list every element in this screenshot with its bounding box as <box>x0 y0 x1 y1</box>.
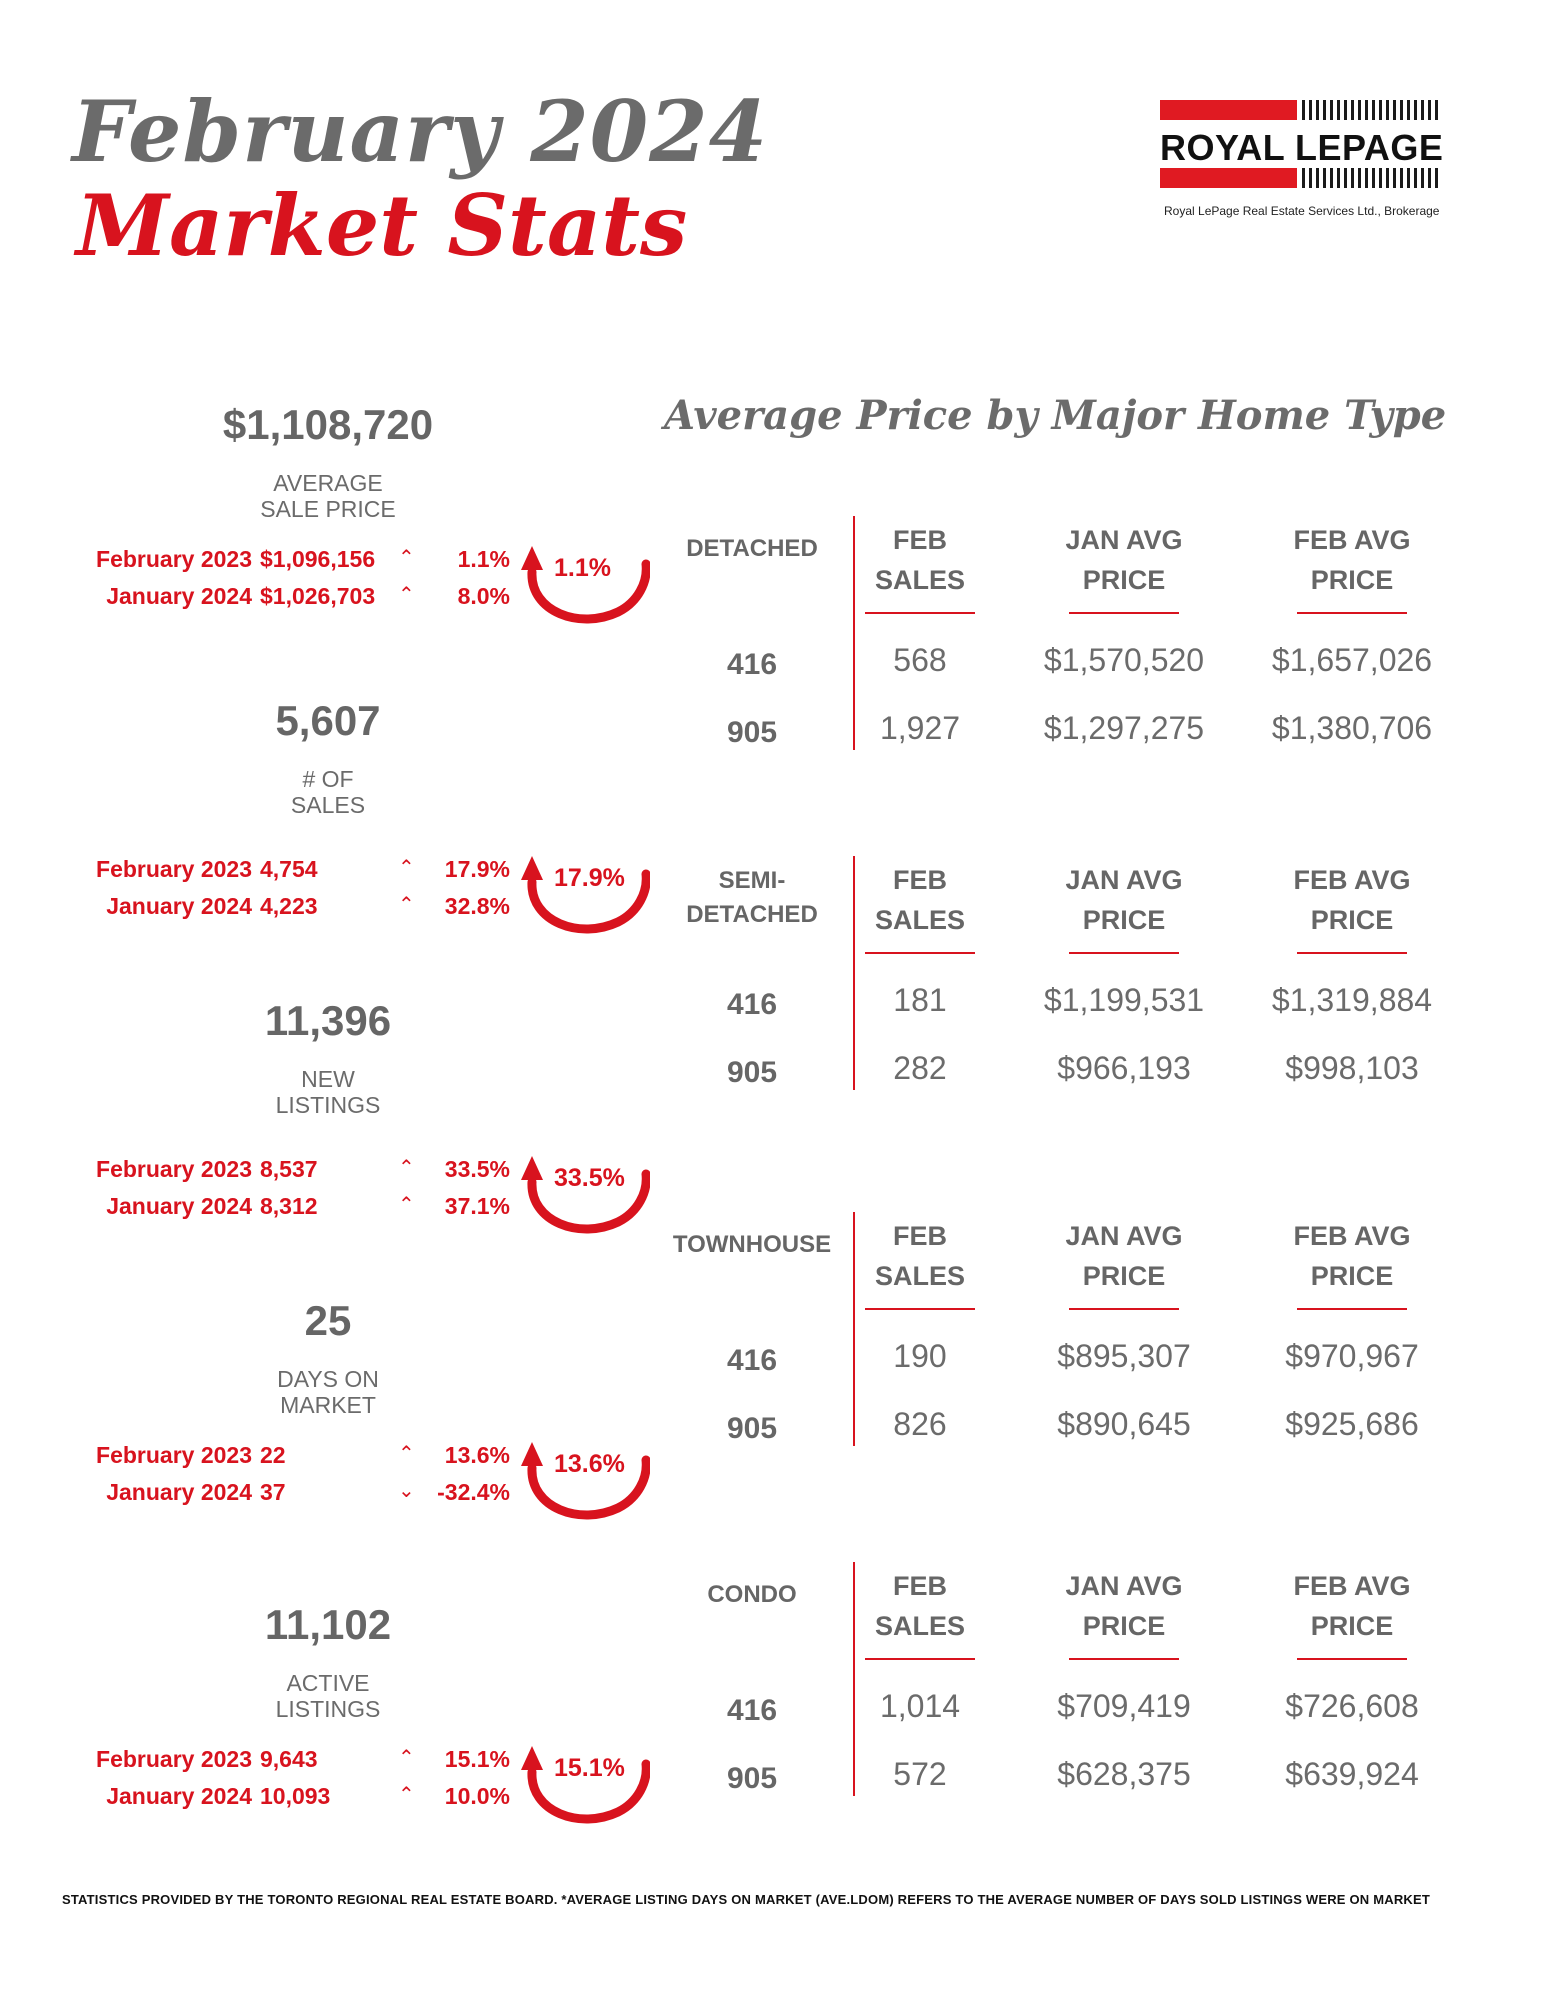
logo-red-band-top <box>1160 100 1297 120</box>
jan-avg-price-cell: $628,375 <box>1057 1756 1191 1792</box>
jan-avg-price-cell: $1,297,275 <box>1043 710 1205 746</box>
column-header: SALES <box>874 1611 966 1641</box>
comparison-row <box>64 1158 514 1188</box>
feb-avg-price-cell: $925,686 <box>1285 1406 1419 1442</box>
chevron-up-icon: ⌃ <box>398 857 415 879</box>
header-underline <box>1069 612 1179 614</box>
comparison-label: January 2024 <box>106 1193 252 1219</box>
feb-avg-price-cell: $1,657,026 <box>1271 642 1433 678</box>
logo-barcode-top <box>1302 100 1442 120</box>
jan-avg-price-cell: $890,645 <box>1057 1406 1191 1442</box>
area-code-label: 905 <box>726 716 778 749</box>
comparison-value: 4,754 <box>260 856 318 882</box>
chevron-up-icon: ⌃ <box>398 894 415 916</box>
comparison-value: 22 <box>260 1442 286 1468</box>
area-code-label: 905 <box>726 1412 778 1445</box>
home-type-label: CONDO <box>707 1581 797 1608</box>
stat-label-line1: NEW <box>301 1066 355 1092</box>
comparison-row <box>64 1195 514 1225</box>
page-title: February 2024 <box>72 82 769 181</box>
feb-avg-price-cell: $726,608 <box>1285 1688 1419 1724</box>
column-header: PRICE <box>1310 565 1394 595</box>
header-underline <box>865 1308 975 1310</box>
area-code-label: 905 <box>726 1762 778 1795</box>
jan-avg-price-cell: $966,193 <box>1057 1050 1191 1086</box>
area-code-label: 416 <box>726 648 778 681</box>
comparison-pct: -32.4% <box>437 1479 510 1505</box>
comparison-label: January 2024 <box>106 1479 252 1505</box>
comparison-pct: 13.6% <box>444 1442 510 1468</box>
column-header: PRICE <box>1082 905 1166 935</box>
stat-label-line1: # OF <box>302 766 354 792</box>
chevron-up-icon: ⌃ <box>398 1157 415 1179</box>
sales-cell: 190 <box>893 1338 947 1374</box>
stat-label-line2: SALE PRICE <box>260 496 396 522</box>
chevron-up-icon: ⌃ <box>398 547 415 569</box>
sales-cell: 181 <box>893 982 947 1018</box>
area-code-label: 416 <box>726 1344 778 1377</box>
jan-avg-price-cell: $895,307 <box>1057 1338 1191 1374</box>
stat-value: 25 <box>304 1297 352 1344</box>
column-header: SALES <box>874 905 966 935</box>
column-header: SALES <box>874 1261 966 1291</box>
area-code-label: 416 <box>726 988 778 1021</box>
stat-label-line2: LISTINGS <box>275 1696 381 1722</box>
sales-cell: 1,927 <box>879 710 961 746</box>
comparison-label: February 2023 <box>96 546 252 572</box>
column-header: JAN AVG <box>1065 865 1183 895</box>
column-header: PRICE <box>1082 1611 1166 1641</box>
column-header: PRICE <box>1310 1261 1394 1291</box>
feb-avg-price-cell: $998,103 <box>1285 1050 1419 1086</box>
comparison-label: February 2023 <box>96 1746 252 1772</box>
feb-avg-price-cell: $1,319,884 <box>1271 982 1433 1018</box>
comparison-label: January 2024 <box>106 1783 252 1809</box>
stat-value: 5,607 <box>275 697 381 744</box>
column-header: SALES <box>874 565 966 595</box>
sales-cell: 282 <box>893 1050 947 1086</box>
header-underline <box>865 612 975 614</box>
comparison-row <box>64 548 514 578</box>
home-type-label: DETACHED <box>686 535 818 562</box>
jan-avg-price-cell: $1,199,531 <box>1043 982 1205 1018</box>
feb-avg-price-cell: $970,967 <box>1285 1338 1419 1374</box>
stat-label-line2: SALES <box>290 792 366 818</box>
logo-subtitle: Royal LePage Real Estate Services Ltd., Brokerage <box>1164 204 1440 218</box>
stat-label-line2: MARKET <box>280 1392 376 1418</box>
area-code-label: 416 <box>726 1694 778 1727</box>
header-underline <box>1069 1658 1179 1660</box>
comparison-pct: 15.1% <box>444 1746 510 1772</box>
chevron-up-icon: ⌃ <box>398 584 415 606</box>
comparison-row <box>64 1748 514 1778</box>
stat-value: 11,396 <box>264 997 392 1044</box>
header-underline <box>1069 952 1179 954</box>
stat-value: 11,102 <box>264 1601 392 1648</box>
comparison-pct: 17.9% <box>444 856 510 882</box>
header-underline <box>1297 952 1407 954</box>
feb-avg-price-cell: $1,380,706 <box>1271 710 1433 746</box>
logo-red-band-bottom <box>1160 168 1297 188</box>
header-underline <box>865 952 975 954</box>
comparison-value: 4,223 <box>260 893 318 919</box>
logo-wordmark: ROYAL LEPAGE <box>1160 127 1444 168</box>
feb-avg-price-cell: $639,924 <box>1285 1756 1419 1792</box>
stat-label-line1: ACTIVE <box>286 1670 370 1696</box>
column-header: PRICE <box>1310 1611 1394 1641</box>
comparison-pct: 1.1% <box>457 546 510 572</box>
comparison-row <box>64 1444 514 1474</box>
stat-label-line1: DAYS ON <box>277 1366 379 1392</box>
arrow-percent: 17.9% <box>554 864 625 892</box>
comparison-value: 9,643 <box>260 1746 318 1772</box>
header-underline <box>865 1658 975 1660</box>
stat-label-line1: AVERAGE <box>273 470 383 496</box>
comparison-value: $1,026,703 <box>260 583 376 609</box>
column-header: FEB <box>893 1221 947 1251</box>
header-underline <box>1297 1658 1407 1660</box>
comparison-value: $1,096,156 <box>260 546 376 572</box>
arrow-percent: 13.6% <box>554 1450 625 1478</box>
column-header: JAN AVG <box>1065 1571 1183 1601</box>
comparison-pct: 33.5% <box>444 1156 510 1182</box>
comparison-label: February 2023 <box>96 1156 252 1182</box>
column-header: JAN AVG <box>1065 525 1183 555</box>
comparison-pct: 10.0% <box>444 1783 510 1809</box>
header-underline <box>1297 1308 1407 1310</box>
comparison-value: 37 <box>260 1479 286 1505</box>
table-title: Average Price by Major Home Type <box>664 392 1447 439</box>
column-header: PRICE <box>1310 905 1394 935</box>
page-subtitle: Market Stats <box>76 176 688 275</box>
logo-barcode-bottom <box>1302 168 1442 188</box>
comparison-label: January 2024 <box>106 583 252 609</box>
header-underline <box>1069 1308 1179 1310</box>
column-header: PRICE <box>1082 1261 1166 1291</box>
chevron-up-icon: ⌃ <box>398 1784 415 1806</box>
comparison-row <box>64 1481 514 1511</box>
comparison-value: 10,093 <box>260 1783 331 1809</box>
stat-label-line2: LISTINGS <box>275 1092 381 1118</box>
comparison-pct: 8.0% <box>457 583 510 609</box>
footer-note: STATISTICS PROVIDED BY THE TORONTO REGIONAL REAL ESTATE BOARD. *AVERAGE LISTING DAYS ON MARKET (AVE.LDOM) REFERS TO THE AVERAGE NUMBER OF DAYS SOLD LISTINGS WERE ON MARKET <box>62 1892 1431 1907</box>
column-header: FEB AVG <box>1293 525 1411 555</box>
comparison-row <box>64 895 514 925</box>
home-type-label: DETACHED <box>686 901 818 928</box>
jan-avg-price-cell: $1,570,520 <box>1043 642 1205 678</box>
comparison-row <box>64 858 514 888</box>
chevron-up-icon: ⌃ <box>398 1747 415 1769</box>
stat-value: $1,108,720 <box>222 401 434 448</box>
sales-cell: 826 <box>893 1406 947 1442</box>
area-code-label: 905 <box>726 1056 778 1089</box>
arrow-percent: 1.1% <box>554 554 611 582</box>
home-type-label: SEMI- <box>718 867 786 894</box>
chevron-up-icon: ⌃ <box>398 1443 415 1465</box>
comparison-value: 8,537 <box>260 1156 318 1182</box>
royal-lepage-logo <box>1160 100 1450 222</box>
column-header: FEB <box>893 1571 947 1601</box>
comparison-row <box>64 1785 514 1815</box>
sales-cell: 572 <box>893 1756 947 1792</box>
column-header: FEB AVG <box>1293 1221 1411 1251</box>
header-underline <box>1297 612 1407 614</box>
comparison-label: January 2024 <box>106 893 252 919</box>
comparison-row <box>64 585 514 615</box>
comparison-pct: 32.8% <box>444 893 510 919</box>
arrow-percent: 15.1% <box>554 1754 625 1782</box>
column-header: FEB <box>893 865 947 895</box>
sales-cell: 1,014 <box>879 1688 961 1724</box>
arrow-percent: 33.5% <box>554 1164 625 1192</box>
sales-cell: 568 <box>893 642 947 678</box>
comparison-label: February 2023 <box>96 856 252 882</box>
column-header: FEB <box>893 525 947 555</box>
chevron-down-icon: ⌄ <box>398 1480 415 1502</box>
home-type-label: TOWNHOUSE <box>672 1231 832 1258</box>
comparison-value: 8,312 <box>260 1193 318 1219</box>
jan-avg-price-cell: $709,419 <box>1057 1688 1191 1724</box>
column-header: PRICE <box>1082 565 1166 595</box>
chevron-up-icon: ⌃ <box>398 1194 415 1216</box>
column-header: FEB AVG <box>1293 865 1411 895</box>
column-header: JAN AVG <box>1065 1221 1183 1251</box>
column-header: FEB AVG <box>1293 1571 1411 1601</box>
comparison-label: February 2023 <box>96 1442 252 1468</box>
comparison-pct: 37.1% <box>444 1193 510 1219</box>
